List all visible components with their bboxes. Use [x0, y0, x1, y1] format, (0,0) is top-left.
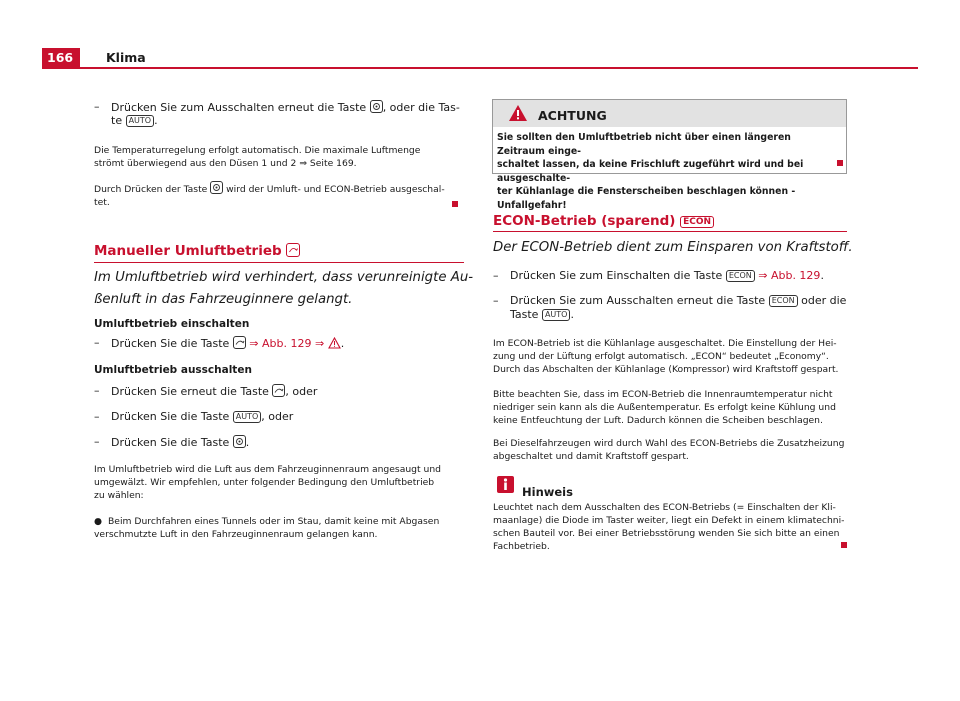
auto-key: AUTO	[126, 115, 155, 127]
subheading: Umluftbetrieb ausschalten	[94, 364, 252, 376]
paragraph: Im ECON-Betrieb ist die Kühlanlage ausgeschaltet. Die Einstellung der Hei- zung und der Lüftung erfolgt automatisch. „ECON“ bedeutet „Economy“. Durch das Abschalten der Kühlanlage (Kompressor) wird Kraftstoff gespart.	[493, 338, 839, 375]
recirculation-icon	[286, 243, 300, 257]
list-item: – Drücken Sie die Taste AUTO , oder	[94, 410, 294, 423]
warning-icon	[328, 337, 341, 349]
list-item: – Drücken Sie zum Ausschalten erneut die Taste ECON oder die	[493, 294, 847, 307]
auto-key: AUTO	[233, 411, 262, 423]
fresh-air-button-icon	[210, 181, 223, 194]
intro-text: Im Umluftbetrieb wird verhindert, dass verunreinigte Au- ßenluft in das Fahrzeuginnere gelangt.	[94, 270, 474, 307]
list-item-cont: te AUTO .	[111, 114, 158, 127]
list-item: – Drücken Sie zum Einschalten die Taste ECON ⇒ Abb. 129.	[493, 269, 824, 282]
list-item-cont: Taste AUTO .	[510, 308, 574, 321]
paragraph: Die Temperaturregelung erfolgt automatisch. Die maximale Luftmenge strömt überwiegend aus den Düsen 1 und 2 ⇒ Seite 169.	[94, 145, 421, 169]
econ-key: ECON	[769, 295, 798, 307]
page-number: 166	[42, 48, 80, 68]
section-title: ECON-Betrieb (sparend) ECON	[493, 213, 714, 229]
warning-icon	[508, 104, 528, 122]
list-item: – Drücken Sie die Taste .	[94, 435, 250, 449]
list-item: – Drücken Sie erneut die Taste , oder	[94, 384, 318, 398]
paragraph: Bitte beachten Sie, dass im ECON-Betrieb die Innenraumtemperatur nicht niedriger sein kann als die Außentemperatur. Es erfolgt keine Kühlung und keine Entfeuchtung der Luft. Dadurch können die Scheiben beschlagen.	[493, 389, 836, 426]
econ-key: ECON	[726, 270, 755, 282]
header-rule	[42, 67, 918, 69]
paragraph: Im Umluftbetrieb wird die Luft aus dem Fahrzeuginnenraum angesaugt und umgewälzt. Wir empfehlen, unter folgender Bedingung den Umluftbetrieb zu wählen:	[94, 464, 441, 501]
intro-text: Der ECON-Betrieb dient zum Einsparen von Kraftstoff.	[493, 240, 853, 255]
end-marker	[841, 542, 847, 548]
end-marker	[837, 160, 843, 166]
paragraph: Bei Dieselfahrzeugen wird durch Wahl des ECON-Betriebs die Zusatzheizung abgeschaltet und damit Kraftstoff gespart.	[493, 438, 845, 462]
end-marker	[452, 201, 458, 207]
econ-key: ECON	[680, 216, 714, 228]
info-icon	[497, 476, 514, 493]
bullet-item: ● Beim Durchfahren eines Tunnels oder im Stau, damit keine mit Abgasen verschmutzte Luft in den Fahrzeuginnenraum gelangen kann.	[94, 516, 440, 540]
note-text: Leuchtet nach dem Ausschalten des ECON-Betriebs (= Einschalten der Kli- maanlage) die Diode im Taster weiter, liegt ein Defekt in einem klimatechni- schen Bauteil vor. Bei einer Betriebsstörung wenden Sie sich bitte an einen Fachbetrieb.	[493, 502, 845, 552]
paragraph: Durch Drücken der Taste wird der Umluft- und ECON-Betrieb ausgeschal- tet.	[94, 181, 445, 209]
subheading: Umluftbetrieb einschalten	[94, 318, 250, 330]
warning-title: ACHTUNG	[538, 108, 607, 123]
list-item: – Drücken Sie zum Ausschalten erneut die Taste , oder die Tas-	[94, 100, 460, 114]
auto-key: AUTO	[542, 309, 571, 321]
list-item: – Drücken Sie die Taste ⇒ Abb. 129 ⇒ .	[94, 336, 345, 350]
warning-text: Sie sollten den Umluftbetrieb nicht über einen längeren Zeitraum einge- schaltet lassen, da keine Frischluft zugeführt wird und bei ausgeschalte- ter Kühlanlage die Fensterscheiben beschlagen können - Unfallgefahr!	[497, 132, 804, 211]
section-title: Manueller Umluftbetrieb	[94, 243, 300, 259]
recirculation-icon	[272, 384, 285, 397]
fresh-air-button-icon	[233, 435, 246, 448]
recirculation-icon	[233, 336, 246, 349]
section-rule	[94, 262, 464, 263]
note-title: Hinweis	[522, 485, 573, 499]
chapter-title: Klima	[106, 50, 146, 65]
section-rule	[493, 231, 847, 232]
fresh-air-button-icon	[370, 100, 383, 113]
